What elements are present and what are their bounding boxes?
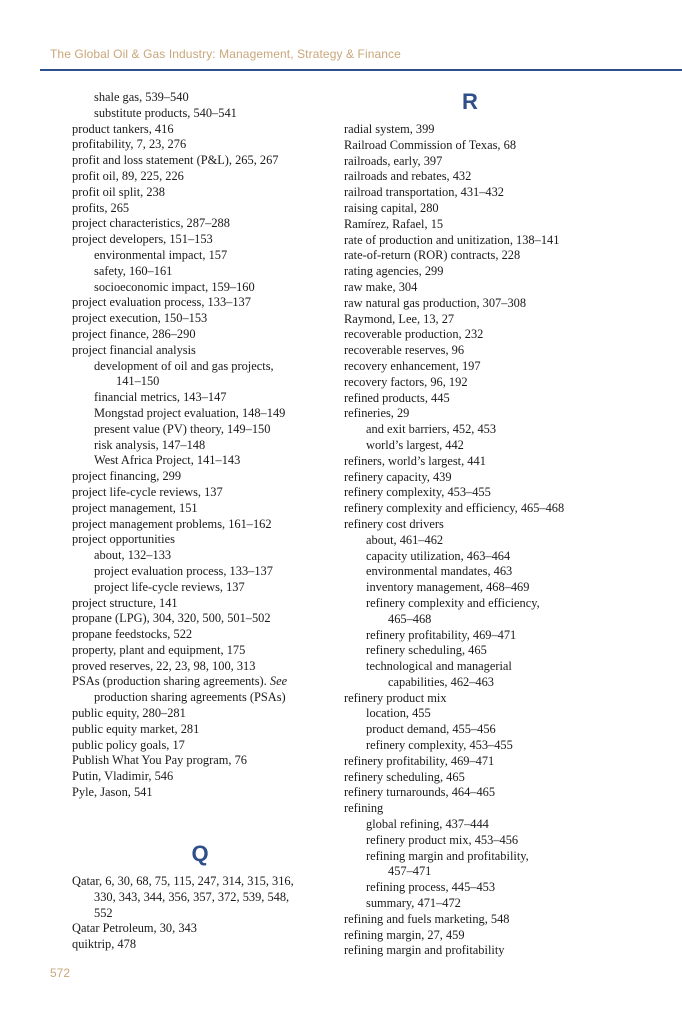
index-entry: recovery factors, 96, 192 bbox=[344, 374, 468, 389]
index-entry: Putin, Vladimir, 546 bbox=[72, 769, 174, 784]
index-entry: refinery capacity, 439 bbox=[344, 469, 452, 484]
index-subentry: refining margin and profitability, bbox=[366, 848, 529, 863]
index-subentry: about, 461–462 bbox=[366, 532, 444, 547]
index-entry: profitability, 7, 23, 276 bbox=[72, 137, 187, 152]
index-entry: propane feedstocks, 522 bbox=[72, 627, 193, 642]
index-entry: public equity, 280–281 bbox=[72, 706, 186, 721]
index-subentry: environmental mandates, 463 bbox=[366, 564, 513, 579]
index-entry: refinery cost drivers bbox=[344, 516, 444, 531]
section-letter-r: R bbox=[462, 89, 478, 114]
index-subentry: global refining, 437–444 bbox=[366, 817, 489, 832]
index-subentry: present value (PV) theory, 149–150 bbox=[94, 421, 271, 436]
index-entry: project life-cycle reviews, 137 bbox=[72, 484, 223, 499]
index-entry: project management, 151 bbox=[72, 500, 198, 515]
index-subentry: substitute products, 540–541 bbox=[94, 105, 237, 120]
index-entry: public policy goals, 17 bbox=[72, 737, 185, 752]
index-entry: product tankers, 416 bbox=[72, 121, 174, 136]
index-subentry: environmental impact, 157 bbox=[94, 247, 228, 262]
index-entry: raw natural gas production, 307–308 bbox=[344, 295, 527, 310]
index-subentry: about, 132–133 bbox=[94, 548, 172, 563]
index-subentry: refinery scheduling, 465 bbox=[366, 643, 487, 658]
index-subentry: project evaluation process, 133–137 bbox=[94, 563, 273, 578]
index-entry: rate-of-return (ROR) contracts, 228 bbox=[344, 248, 521, 263]
index-entry: Publish What You Pay program, 76 bbox=[72, 753, 247, 768]
index-subentry: inventory management, 468–469 bbox=[366, 580, 530, 595]
index-column-left bbox=[72, 90, 334, 801]
index-subentry: socioeconomic impact, 159–160 bbox=[94, 279, 255, 294]
index-entry: profit oil, 89, 225, 226 bbox=[72, 168, 184, 183]
index-entry: refining margin and profitability bbox=[344, 943, 505, 958]
index-entry: recoverable production, 232 bbox=[344, 327, 484, 342]
index-entry: recovery enhancement, 197 bbox=[344, 358, 481, 373]
index-subentry: risk analysis, 147–148 bbox=[94, 437, 206, 452]
index-entry: refiners, world’s largest, 441 bbox=[344, 453, 486, 468]
index-entry: refinery scheduling, 465 bbox=[344, 769, 465, 784]
index-entry: Railroad Commission of Texas, 68 bbox=[344, 137, 517, 152]
header-rule bbox=[40, 69, 682, 71]
index-entry: refinery product mix bbox=[344, 690, 447, 705]
running-head-title: The Global Oil & Gas Industry: Management, Strategy & Finance bbox=[50, 47, 401, 61]
index-entry: project financial analysis bbox=[72, 342, 196, 357]
index-subentry: capabilities, 462–463 bbox=[388, 674, 494, 689]
index-entry: refinery complexity, 453–455 bbox=[344, 485, 491, 500]
index-list-r bbox=[344, 122, 644, 959]
index-subentry: West Africa Project, 141–143 bbox=[94, 453, 241, 468]
index-subentry: summary, 471–472 bbox=[366, 896, 461, 911]
index-entry: profits, 265 bbox=[72, 200, 130, 215]
index-entry: refining and fuels marketing, 548 bbox=[344, 911, 510, 926]
page-number: 572 bbox=[50, 966, 71, 980]
index-subentry: refinery complexity, 453–455 bbox=[366, 738, 513, 753]
index-entry: radial system, 399 bbox=[344, 122, 435, 136]
index-subentry: capacity utilization, 463–464 bbox=[366, 548, 511, 563]
index-subentry: refinery profitability, 469–471 bbox=[366, 627, 517, 642]
index-entry: refining margin, 27, 459 bbox=[344, 927, 465, 942]
index-entry: railroad transportation, 431–432 bbox=[344, 185, 505, 200]
section-letter-q: Q bbox=[191, 841, 209, 866]
index-subentry: world’s largest, 442 bbox=[366, 437, 464, 452]
index-entry: public equity market, 281 bbox=[72, 721, 200, 736]
index-entry: project structure, 141 bbox=[72, 595, 178, 610]
index-entry: refinery profitability, 469–471 bbox=[344, 753, 495, 768]
index-entry: Ramírez, Rafael, 15 bbox=[344, 216, 444, 231]
index-entry: project execution, 150–153 bbox=[72, 311, 208, 326]
index-entry: Pyle, Jason, 541 bbox=[72, 785, 153, 800]
index-list-q bbox=[72, 874, 334, 953]
index-entry: project finance, 286–290 bbox=[72, 326, 196, 341]
index-subentry: safety, 160–161 bbox=[94, 263, 173, 278]
index-entry: refineries, 29 bbox=[344, 406, 410, 421]
index-subentry: refinery complexity and efficiency, bbox=[366, 595, 540, 610]
index-entry: railroads and rebates, 432 bbox=[344, 169, 472, 184]
index-subentry: location, 455 bbox=[366, 706, 431, 721]
index-entry: raw make, 304 bbox=[344, 279, 418, 294]
index-subentry: project life-cycle reviews, 137 bbox=[94, 579, 245, 594]
index-subentry: technological and managerial bbox=[366, 659, 512, 674]
index-entry: profit and loss statement (P&L), 265, 267 bbox=[72, 153, 279, 168]
index-subentry: production sharing agreements (PSAs) bbox=[94, 690, 286, 705]
index-entry: Raymond, Lee, 13, 27 bbox=[344, 311, 455, 326]
index-subentry: financial metrics, 143–147 bbox=[94, 390, 227, 405]
index-entry: project financing, 299 bbox=[72, 469, 182, 484]
index-subentry: 141–150 bbox=[116, 374, 160, 389]
index-entry: property, plant and equipment, 175 bbox=[72, 642, 246, 657]
index-entry: railroads, early, 397 bbox=[344, 153, 443, 168]
index-subentry: product demand, 455–456 bbox=[366, 722, 496, 737]
index-entry: profit oil split, 238 bbox=[72, 184, 165, 199]
index-subentry: shale gas, 539–540 bbox=[94, 90, 189, 104]
index-entry: Qatar, 6, 30, 68, 75, 115, 247, 314, 315, 316, bbox=[72, 874, 294, 888]
index-entry: recoverable reserves, 96 bbox=[344, 343, 465, 358]
index-subentry: refinery product mix, 453–456 bbox=[366, 832, 519, 847]
index-entry: project developers, 151–153 bbox=[72, 232, 213, 247]
index-entry: quiktrip, 478 bbox=[72, 937, 137, 952]
index-entry: project characteristics, 287–288 bbox=[72, 216, 230, 231]
index-subentry: 552 bbox=[94, 905, 113, 920]
index-entry: project management problems, 161–162 bbox=[72, 516, 272, 531]
index-subentry: 465–468 bbox=[388, 611, 432, 626]
index-entry: rating agencies, 299 bbox=[344, 264, 444, 279]
index-subentry: refining process, 445–453 bbox=[366, 880, 496, 895]
index-entry: refinery turnarounds, 464–465 bbox=[344, 785, 496, 800]
index-entry: refined products, 445 bbox=[344, 390, 450, 405]
index-subentry: and exit barriers, 452, 453 bbox=[366, 422, 497, 437]
index-entry: project evaluation process, 133–137 bbox=[72, 295, 251, 310]
index-entry: raising capital, 280 bbox=[344, 200, 439, 215]
index-entry: propane (LPG), 304, 320, 500, 501–502 bbox=[72, 611, 271, 626]
index-subentry: development of oil and gas projects, bbox=[94, 358, 274, 373]
index-entry: rate of production and unitization, 138–141 bbox=[344, 232, 560, 247]
index-entry: refinery complexity and efficiency, 465–468 bbox=[344, 501, 565, 516]
index-entry: refining bbox=[344, 801, 384, 816]
index-subentry: 457–471 bbox=[388, 864, 432, 879]
index-subentry: 330, 343, 344, 356, 357, 372, 539, 548, bbox=[94, 889, 290, 904]
index-entry: Qatar Petroleum, 30, 343 bbox=[72, 921, 197, 936]
index-entry: proved reserves, 22, 23, 98, 100, 313 bbox=[72, 658, 256, 673]
index-entry: project opportunities bbox=[72, 532, 175, 547]
index-entry: PSAs (production sharing agreements). See bbox=[72, 674, 288, 689]
index-subentry: Mongstad project evaluation, 148–149 bbox=[94, 405, 286, 420]
